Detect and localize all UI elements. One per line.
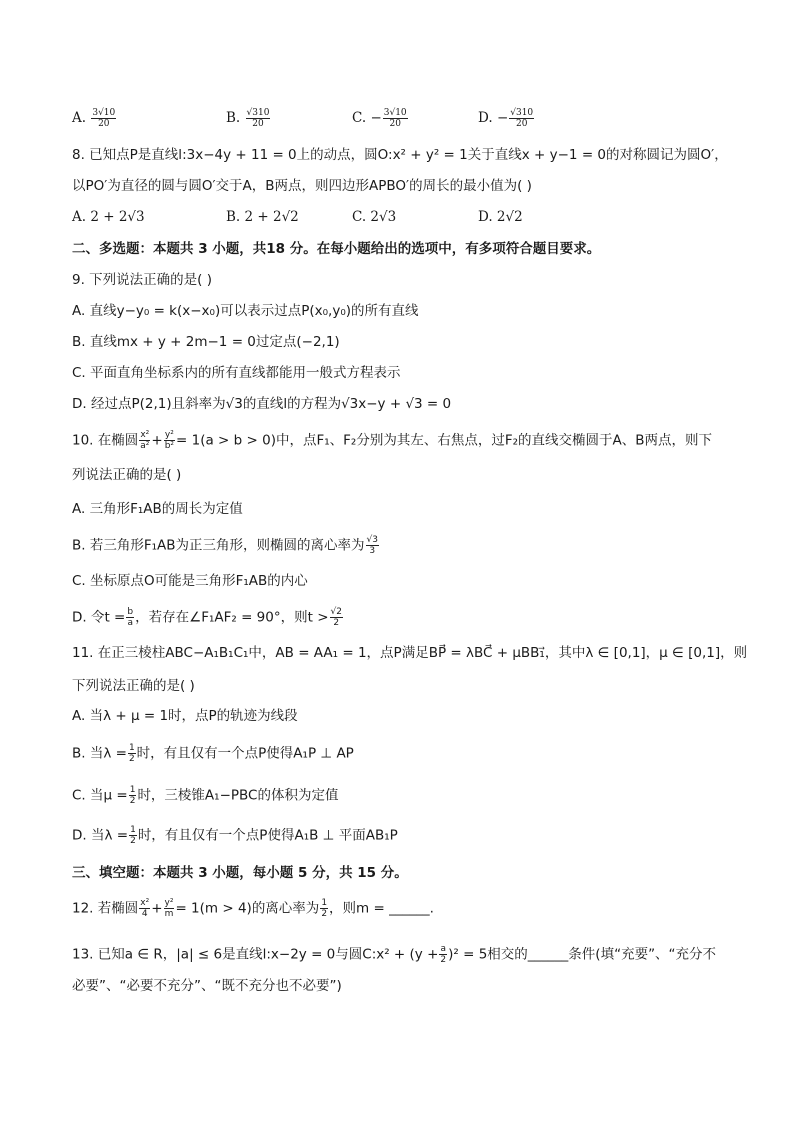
numerator: x² bbox=[140, 898, 150, 908]
fraction bbox=[246, 108, 271, 129]
text: 12. 若椭圆 bbox=[72, 900, 139, 917]
q10-option-b bbox=[72, 535, 380, 556]
q11-stem-line2: 下列说法正确的是( ) bbox=[72, 678, 195, 694]
q10-option-c: C. 坐标原点O可能是三角形F₁AB的内心 bbox=[72, 573, 308, 589]
fraction bbox=[383, 108, 408, 129]
fraction bbox=[139, 898, 150, 919]
q11-option-d bbox=[72, 825, 398, 846]
q13-stem-line1 bbox=[72, 944, 716, 965]
numerator: 1 bbox=[321, 898, 328, 908]
denominator: 20 bbox=[515, 119, 528, 129]
numerator: x² bbox=[140, 430, 150, 440]
section-2-heading: 二、多选题：本题共 3 小题，共18 分。在每小题给出的选项中，有多项符合题目要求。 bbox=[72, 241, 601, 257]
minus-sign: − bbox=[496, 110, 509, 126]
fraction bbox=[366, 535, 379, 556]
fraction bbox=[164, 430, 175, 451]
text: 10. 在椭圆 bbox=[72, 432, 139, 449]
option-label: A. bbox=[72, 110, 87, 126]
numerator: √3 bbox=[366, 535, 378, 545]
text: = 1(a > b > 0)中，点F₁、F₂分别为其左、右焦点，过F₂的直线交椭圆于A、B两点，则下 bbox=[176, 432, 713, 449]
q13-stem-line2: 必要”、“必要不充分”、“既不充分也不必要”) bbox=[72, 978, 342, 994]
text: 时，三棱锥A₁−PBC的体积为定值 bbox=[137, 787, 339, 804]
numerator: 1 bbox=[130, 825, 136, 835]
text: )² = 5相交的______条件(填“充要”、“充分不 bbox=[448, 946, 717, 963]
numerator: 1 bbox=[128, 743, 135, 753]
fraction bbox=[439, 944, 447, 965]
q11-stem-line1: 11. 在正三棱柱ABC−A₁B₁C₁中，AB = AA₁ = 1，点P满足BP⃗ = λBC⃗ + μBB₁⃗，其中λ ∈ [0,1]，μ ∈ [0,1]，则 bbox=[72, 645, 748, 661]
text: D. 当λ = bbox=[72, 827, 129, 844]
q9-option-c: C. 平面直角坐标系内的所有直线都能用一般式方程表示 bbox=[72, 365, 401, 381]
section-3-heading: 三、填空题：本题共 3 小题，每小题 5 分，共 15 分。 bbox=[72, 865, 408, 881]
q10-option-a: A. 三角形F₁AB的周长为定值 bbox=[72, 501, 243, 517]
q7-option-c bbox=[352, 108, 409, 129]
numerator: 3√10 bbox=[92, 108, 116, 118]
fraction bbox=[330, 607, 343, 628]
fraction bbox=[128, 743, 136, 764]
q8-option-b: B. 2 + 2√2 bbox=[226, 209, 299, 225]
fraction bbox=[320, 898, 328, 919]
numerator: y² bbox=[164, 898, 174, 908]
text: 13. 已知a ∈ R，|a| ≤ 6是直线l:x−2y = 0与圆C:x² + (y + bbox=[72, 946, 439, 963]
text: 时，有且仅有一个点P使得A₁B ⊥ 平面AB₁P bbox=[137, 827, 398, 844]
option-label: D. bbox=[478, 110, 493, 126]
denominator: 2 bbox=[128, 754, 135, 764]
denominator: 2 bbox=[333, 618, 340, 628]
fraction bbox=[509, 108, 534, 129]
q11-option-b bbox=[72, 743, 354, 764]
denominator: a bbox=[127, 618, 133, 628]
plus-sign: + bbox=[151, 900, 163, 917]
q8-stem-line1: 8. 已知点P是直线l:3x−4y + 11 = 0上的动点，圆O:x² + y² = 1关于直线x + y−1 = 0的对称圆记为圆O′， bbox=[72, 147, 728, 163]
numerator: √310 bbox=[510, 108, 534, 118]
q10-option-d bbox=[72, 607, 344, 628]
q12-stem bbox=[72, 898, 434, 919]
q8-option-a: A. 2 + 2√3 bbox=[72, 209, 145, 225]
numerator: 1 bbox=[129, 785, 136, 795]
fraction bbox=[129, 785, 137, 806]
numerator: √2 bbox=[330, 607, 342, 617]
fraction bbox=[129, 825, 137, 846]
option-label: C. bbox=[352, 110, 367, 126]
denominator: b² bbox=[164, 441, 175, 451]
text: C. 当μ = bbox=[72, 787, 128, 804]
q10-stem-line1 bbox=[72, 430, 712, 451]
plus-sign: + bbox=[151, 432, 163, 449]
q9-option-a: A. 直线y−y₀ = k(x−x₀)可以表示过点P(x₀,y₀)的所有直线 bbox=[72, 303, 419, 319]
denominator: 20 bbox=[252, 119, 264, 129]
fraction bbox=[126, 607, 134, 628]
denominator: 4 bbox=[141, 909, 148, 919]
numerator: 3√10 bbox=[383, 108, 407, 118]
denominator: 2 bbox=[130, 836, 136, 846]
numerator: √310 bbox=[246, 108, 270, 118]
q9-option-d: D. 经过点P(2,1)且斜率为√3的直线l的方程为√3x−y + √3 = 0 bbox=[72, 396, 452, 412]
q9-stem: 9. 下列说法正确的是( ) bbox=[72, 272, 212, 288]
text: = 1(m > 4)的离心率为 bbox=[175, 900, 320, 917]
q7-option-d bbox=[478, 108, 535, 129]
text: ，则m = ______. bbox=[329, 900, 434, 917]
option-label: B. bbox=[226, 110, 241, 126]
denominator: a² bbox=[140, 441, 150, 451]
denominator: 20 bbox=[389, 119, 401, 129]
fraction bbox=[91, 108, 116, 129]
q7-option-a bbox=[72, 108, 117, 129]
minus-sign: − bbox=[370, 110, 382, 126]
numerator: b bbox=[127, 607, 134, 617]
denominator: m bbox=[164, 909, 174, 919]
q10-stem-line2: 列说法正确的是( ) bbox=[72, 467, 182, 483]
q8-option-d: D. 2√2 bbox=[478, 209, 523, 225]
fraction bbox=[164, 898, 175, 919]
text: B. 若三角形F₁AB为正三角形，则椭圆的离心率为 bbox=[72, 537, 365, 554]
denominator: 3 bbox=[369, 546, 376, 556]
text: 时，有且仅有一个点P使得A₁P ⊥ AP bbox=[136, 745, 354, 762]
q9-option-b: B. 直线mx + y + 2m−1 = 0过定点(−2,1) bbox=[72, 334, 340, 350]
fraction bbox=[139, 430, 150, 451]
denominator: 20 bbox=[98, 119, 110, 129]
numerator: y² bbox=[164, 430, 174, 440]
text: D. 令t = bbox=[72, 609, 126, 626]
denominator: 2 bbox=[440, 955, 447, 965]
q11-option-c bbox=[72, 785, 339, 806]
numerator: a bbox=[440, 944, 447, 954]
q8-stem-line2: 以PO′为直径的圆与圆O′交于A，B两点，则四边形APBO′的周长的最小值为( ) bbox=[72, 178, 532, 194]
q11-option-a: A. 当λ + μ = 1时，点P的轨迹为线段 bbox=[72, 708, 298, 724]
q7-option-b bbox=[226, 108, 271, 129]
denominator: 2 bbox=[321, 909, 328, 919]
denominator: 2 bbox=[129, 796, 136, 806]
text: ，若存在∠F₁AF₂ = 90°，则t > bbox=[135, 609, 329, 626]
text: B. 当λ = bbox=[72, 745, 127, 762]
q8-option-c: C. 2√3 bbox=[352, 209, 397, 225]
